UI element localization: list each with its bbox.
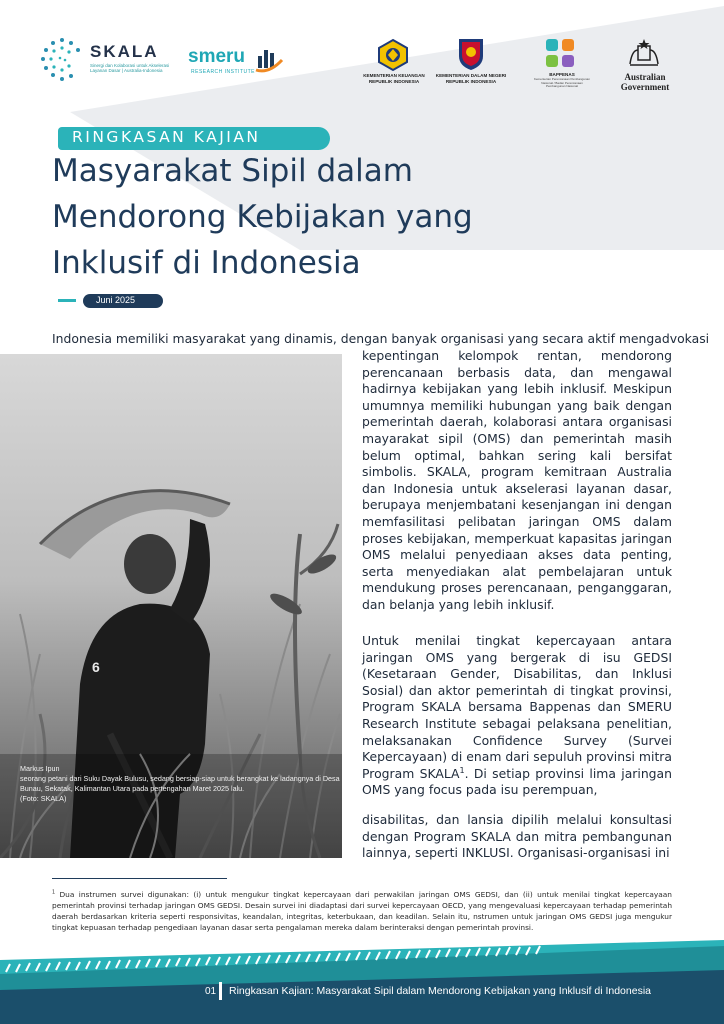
photo-caption [20, 764, 340, 804]
footnote-mark: 1 [52, 890, 56, 896]
paragraph-2-text-cont: . Di setiap provinsi lima jaringan OMS yang focus pada isu perempuan, [362, 765, 672, 798]
paragraph-2-text: Untuk menilai tingkat kepercayaan antara jaringan OMS yang bergerak di isu GEDSI (Kesetaraan Gender, Disabilitas, dan Inklusi Sosial) dan aktor pemerintah di tingkat provinsi, Program SKALA bersama Bappenas dan SMERU Research Institute sebagai pelaksana penelitian, melaksanakan Confidence Survey (Survei Kepercayaan) di enam dari sepuluh provinsi mitra Program SKALA [362, 633, 672, 781]
footer-separator [219, 982, 222, 1000]
footnote [52, 889, 672, 933]
footnote-reference[interactable]: 1 [459, 765, 465, 775]
body-paragraph-2 [362, 633, 672, 799]
caption-description: seorang petani dari Suku Dayak Bulusu, sedang bersiap-siap untuk berangkat ke ladangnya di Desa Bunau, Sekatak, Kalimantan Utara pada pertengahan Maret 2025 lalu. [20, 774, 340, 793]
australian-coat-of-arms-icon [626, 38, 662, 68]
title-line: Inklusif di Indonesia [52, 245, 361, 281]
skala-logo-icon [38, 36, 86, 84]
kemendagri-emblem-icon [456, 36, 486, 72]
body-paragraph-1: kepentingan kelompok rentan, mendorong perencanaan berbasis data, dan mengawal hadirnya kebijakan yang lebih inklusif. Meskipun umumnya memiliki hubungan yang baik dengan pemerintah daerah, kolaborasi antara organisasi mayarakat sipil (OMS) dan pemerintah masih belum optimal, bahkan sering kali bersifat simbolis. SKALA, program kemitraan Australia dan Indonesia untuk akselerasi layanan dasar, berupaya menjembatani kesenjangan ini dengan memfasilitasi pelibatan jaringan OMS dalam proses kebijakan, memperkuat kapasitas jaringan OMS melalui penyediaan akses data penting, serta menyediakan alat pembelajaran untuk mendukung proses perencanaan, penganggaran, dan belanja yang lebih inklusif. [362, 348, 672, 612]
document-title [52, 148, 532, 286]
australian-government-caption: Australian Government [620, 72, 670, 92]
svg-text:6: 6 [92, 659, 100, 675]
footer-title: Ringkasan Kajian: Masyarakat Sipil dalam Mendorong Kebijakan yang Inklusif di Indonesia [229, 985, 651, 997]
caption-credit: (Foto: SKALA) [20, 794, 67, 803]
bappenas-logo-icon [543, 36, 577, 70]
smeru-bars-icon [254, 44, 284, 74]
footnote-divider [52, 878, 227, 879]
caption-name: Markus Ipun [20, 764, 60, 773]
report-type-label: RINGKASAN KAJIAN [72, 128, 261, 146]
bappenas-subcaption: Kementerian Perencanaan Pembangunan Nasional / Badan Perencanaan Pembangunan Nasional [533, 77, 591, 89]
title-line: Masyarakat Sipil dalam [52, 153, 413, 189]
publication-date: Juni 2025 [96, 295, 136, 305]
smeru-tagline: RESEARCH INSTITUTE [191, 69, 256, 75]
kemenkeu-emblem-icon [376, 38, 410, 72]
bappenas-caption: BAPPENAS [549, 72, 575, 77]
body-paragraph-3: disabilitas, dan lansia dipilih melalui konsultasi dengan Program SKALA dan mitra pembangunan lainnya, seperti INKLUSI. Organisasi-organisasi ini [362, 812, 672, 861]
footnote-text: Dua instrumen survei digunakan: (i) untuk mengukur tingkat kepercayaan dari perwakilan jaringan OMS GEDSI, dan (ii) untuk menilai tingkat kepercayaan pemerintah provinsi terhadap jaringan OMS GEDSI. Desain survei ini diadaptasi dari survei kepercayaan OECD, yang mengevaluasi kepercayaan terhadap pemerintah daerah berdasarkan kriteria seperti responsivitas, keandalan, integritas, keterbukaan, dan keadilan. Selain itu, nstrumen untuk jaringan OMS GEDSI juga mengukur tingkat kepuasan terhadap pengediaan layanan dasar serta pengalaman mereka dalam berinteraksi dengan pemerintah provinsi. [52, 890, 672, 932]
intro-first-line: Indonesia memiliki masyarakat yang dinamis, dengan banyak organisasi yang secara aktif mengadvokasi [52, 331, 710, 346]
page-number: 01 [205, 986, 217, 997]
skala-logo-text: SKALA [90, 42, 159, 61]
skala-tagline: Sinergi dan Kolaborasi untuk Akselerasi Layanan Dasar | Australia-Indonesia [90, 63, 170, 73]
footer-background [0, 940, 724, 1024]
kemendagri-caption: KEMENTERIAN DALAM NEGERI REPUBLIK INDONESIA [435, 73, 507, 84]
kemenkeu-caption: KEMENTERIAN KEUANGAN REPUBLIK INDONESIA [363, 73, 425, 84]
date-dash [58, 299, 76, 302]
smeru-logo-text: smeru [188, 46, 246, 67]
title-line: Mendorong Kebijakan yang [52, 199, 473, 235]
